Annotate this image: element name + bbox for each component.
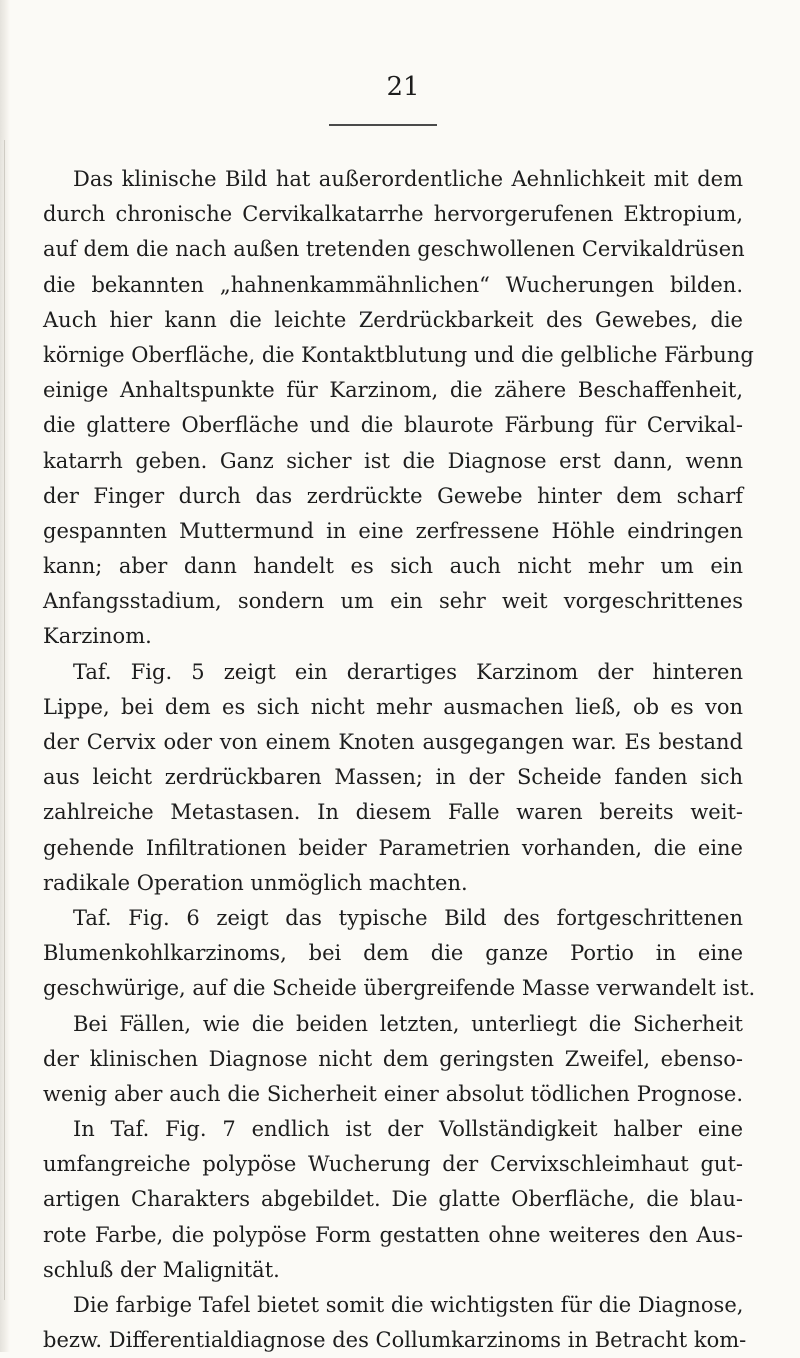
binding-edge <box>4 140 5 1300</box>
text-line: Auch hier kann die leichte Zerdrückbarkeit des Gewebes, die <box>43 307 743 332</box>
text-line: die bekannten „hahnenkammähnlichen“ Wucherungen bilden. <box>43 272 743 297</box>
text-line: der Cervix oder von einem Knoten ausgegangen war. Es bestand <box>43 730 743 754</box>
header-rule <box>329 124 437 126</box>
text-line: kann; aber dann handelt es sich auch nicht mehr um ein <box>43 554 743 579</box>
page-number: 21 <box>386 72 420 102</box>
text-line: Anfangsstadium, sondern um ein sehr weit vorgeschrittenes <box>43 589 743 614</box>
text-line: gehende Infiltrationen beider Parametrien vorhanden, die eine <box>43 835 743 860</box>
text-line: schluß der Malignität. <box>43 1257 280 1282</box>
text-line: einige Anhaltspunkte für Karzinom, die zähere Beschaffenheit, <box>43 378 743 403</box>
text-line: die glattere Oberfläche und die blaurote Färbung für Cervikal- <box>43 413 743 438</box>
text-line: Lippe, bei dem es sich nicht mehr ausmachen ließ, ob es von <box>43 694 743 719</box>
text-line: Das klinische Bild hat außerordentliche Aehnlichkeit mit dem <box>73 167 743 191</box>
text-line: gespannten Muttermund in eine zerfressene Höhle eindringen <box>43 518 743 543</box>
page-gutter <box>0 0 10 1352</box>
text-line: der klinischen Diagnose nicht dem geringsten Zweifel, ebenso- <box>43 1046 743 1071</box>
text-line: durch chronische Cervikalkatarrhe hervorgerufenen Ektropium, <box>43 202 743 227</box>
text-line: radikale Operation unmöglich machten. <box>43 870 468 895</box>
text-line: körnige Oberfläche, die Kontaktblutung und die gelbliche Färbung <box>43 342 754 367</box>
text-line: Bei Fällen, wie die beiden letzten, unterliegt die Sicherheit <box>73 1011 743 1036</box>
text-line: katarrh geben. Ganz sicher ist die Diagnose erst dann, wenn <box>43 448 743 473</box>
text-line: aus leicht zerdrückbaren Massen; in der Scheide fanden sich <box>43 765 743 790</box>
text-line: umfangreiche polypöse Wucherung der Cervixschleimhaut gut- <box>43 1152 743 1177</box>
text-line: Taf. Fig. 6 zeigt das typische Bild des fortgeschrittenen <box>73 905 743 930</box>
text-line: Karzinom. <box>43 624 152 649</box>
text-line: auf dem die nach außen tretenden geschwollenen Cervikaldrüsen <box>43 237 745 262</box>
text-line: In Taf. Fig. 7 endlich ist der Vollständigkeit halber eine <box>73 1117 743 1142</box>
text-line: wenig aber auch die Sicherheit einer absolut tödlichen Prognose. <box>43 1081 743 1106</box>
text-line: rote Farbe, die polypöse Form gestatten ohne weiteres den Aus- <box>43 1222 743 1247</box>
text-line: geschwürige, auf die Scheide übergreifende Masse verwandelt ist. <box>43 976 756 1001</box>
text-line: der Finger durch das zerdrückte Gewebe hinter dem scharf <box>43 483 743 508</box>
text-line: Taf. Fig. 5 zeigt ein derartiges Karzinom der hinteren <box>73 659 743 684</box>
book-page <box>43 72 756 1358</box>
text-line: Die farbige Tafel bietet somit die wichtigsten für die Diagnose, <box>73 1293 744 1317</box>
text-line: artigen Charakters abgebildet. Die glatte Oberfläche, die blau- <box>43 1187 743 1212</box>
text-line: bezw. Differentialdiagnose des Collumkarzinoms in Betracht kom- <box>43 1328 747 1353</box>
text-line: zahlreiche Metastasen. In diesem Falle waren bereits weit- <box>43 800 743 825</box>
body-text <box>43 162 756 1358</box>
text-line: Blumenkohlkarzinoms, bei dem die ganze Portio in eine <box>43 941 743 966</box>
